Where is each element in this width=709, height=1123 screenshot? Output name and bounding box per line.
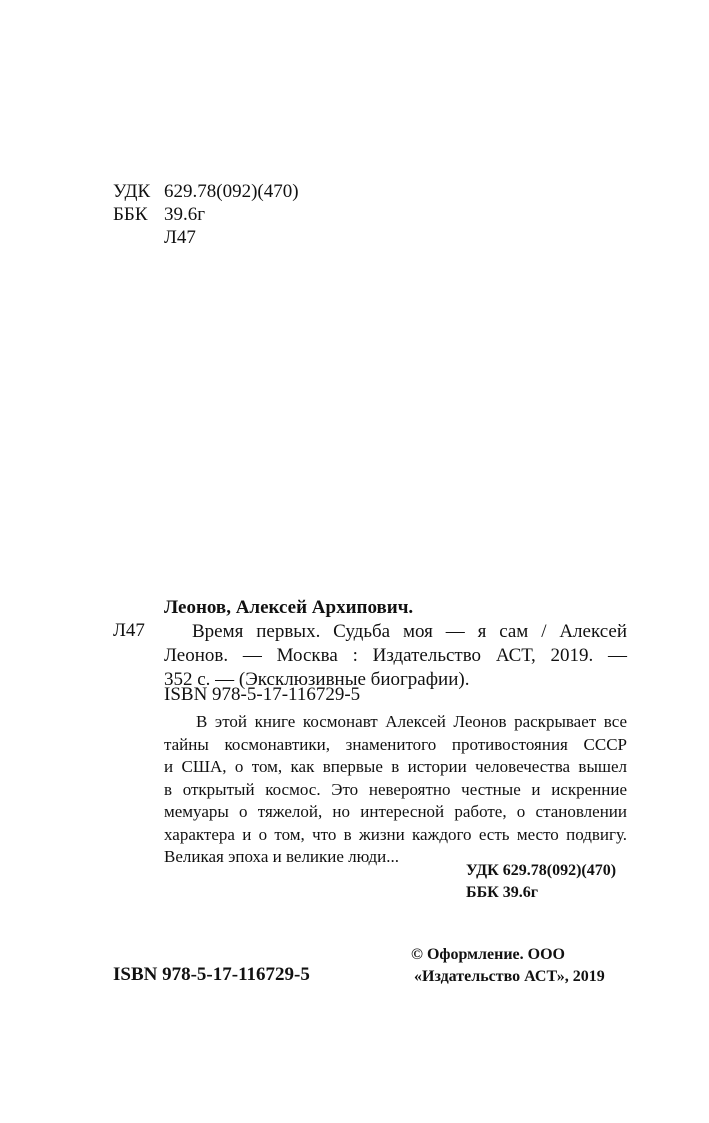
annotation-line: мемуары о тяжелой, но интересной работе, о становлении: [164, 802, 627, 821]
annotation-line: тайны космонавтики, знаменитого противостояния СССР: [164, 734, 627, 754]
card-author-sign: Л47: [113, 620, 145, 641]
annotation-line: в открытый космос. Это невероятно честные и искренние: [164, 779, 627, 799]
author-heading: Леонов, Алексей Архипович.: [164, 597, 414, 618]
card-udk: УДК 629.78(092)(470): [466, 862, 617, 879]
copyright-line: «Издательство АСТ», 2019: [414, 968, 605, 985]
card-bbk: ББК 39.6г: [466, 884, 539, 901]
annotation: [164, 711, 627, 869]
annotation-line: В этой книге космонавт Алексей Леонов раскрывает все: [196, 712, 627, 731]
udk-label: УДК: [113, 181, 151, 202]
bbk-value: 39.6г: [164, 204, 206, 225]
udk-value: 629.78(092)(470): [164, 181, 299, 202]
annotation-line: характера и о том, что в жизни каждого есть место подвигу.: [164, 824, 627, 844]
card-isbn: ISBN 978-5-17-116729-5: [164, 684, 361, 705]
description-line: Леонов. — Москва : Издательство АСТ, 2019. —: [164, 645, 627, 666]
author-sign: Л47: [164, 227, 196, 248]
annotation-line: Великая эпоха и великие люди...: [164, 847, 399, 866]
copyright-line: © Оформление. ООО: [411, 946, 565, 963]
bibliographic-description: [164, 620, 627, 692]
description-line: 352 с. — (Эксклюзивные биографии).: [164, 669, 470, 690]
description-line: Время первых. Судьба моя — я сам / Алексей: [192, 621, 627, 642]
footer-isbn: ISBN 978-5-17-116729-5: [113, 964, 310, 985]
annotation-line: и США, о том, как впервые в истории человечества вышел: [164, 757, 627, 776]
bbk-label: ББК: [113, 204, 148, 225]
